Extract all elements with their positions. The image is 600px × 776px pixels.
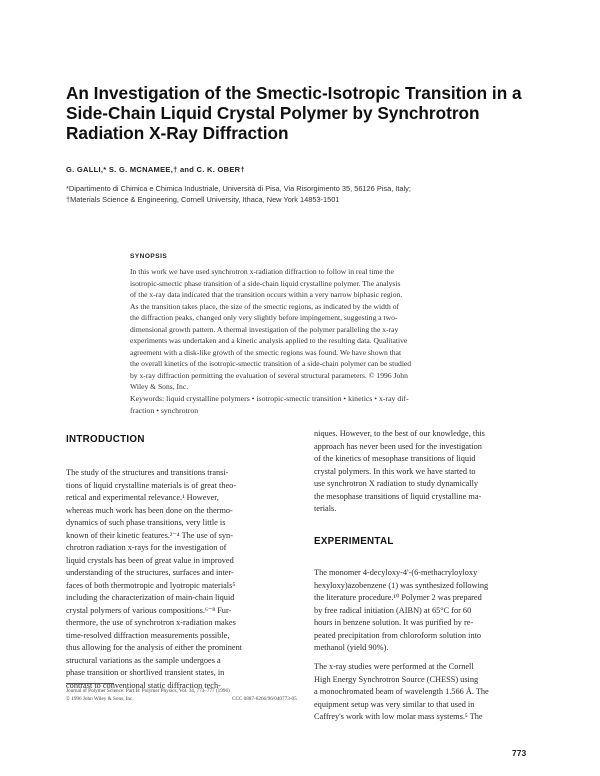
body-line: tions of liquid crystalline materials is of great theo- xyxy=(66,480,237,490)
page-number: 773 xyxy=(512,748,527,758)
body-line: equipment setup was very similar to that used in xyxy=(314,699,475,709)
body-line: structural variations as the sample undergoes a xyxy=(66,655,221,665)
experimental-heading: EXPERIMENTAL xyxy=(314,536,394,547)
body-line: crystal polymers. In this work we have started to xyxy=(314,466,476,476)
title-line: Radiation X-Ray Diffraction xyxy=(66,123,289,143)
abstract-line: In this work we have used synchrotron x-radiation diffraction to follow in real time the xyxy=(130,267,394,276)
introduction-body xyxy=(66,467,296,692)
body-line: understanding of the structures, surfaces and inter- xyxy=(66,568,234,577)
abstract xyxy=(130,266,520,393)
title-line: Side-Chain Liquid Crystal Polymer by Synchrotron xyxy=(66,103,480,123)
body-line: The monomer 4-decyloxy-4'-(6-methacryloyloxy xyxy=(314,568,478,577)
keywords-line: fraction • synchrotron xyxy=(130,405,199,415)
body-line: High Energy Synchrotron Source (CHESS) using xyxy=(314,674,479,684)
body-line: faces of both thermotropic and lyotropic materials⁵ xyxy=(66,580,236,590)
abstract-line: of the x-ray data indicated that the transition occurs within a very narrow biphasic region. xyxy=(130,290,403,299)
abstract-line: Wiley & Sons, Inc. xyxy=(130,382,189,391)
body-line: whereas much work has been done on the thermo- xyxy=(66,505,233,515)
body-line: niques. However, to the best of our knowledge, this xyxy=(314,429,485,438)
body-line: hexyloxy)azobenzene (1) was synthesized following xyxy=(314,580,489,590)
ccc-code: CCC 0887-6266/96/040773-05 xyxy=(232,696,297,702)
body-line: methanol (yield 90%). xyxy=(314,643,389,652)
body-line: dynamics of such phase transitions, very little is xyxy=(66,518,226,527)
keywords-line: Keywords: liquid crystalline polymers • isotropic-smectic transition • kinetics • x-ray dif- xyxy=(130,394,409,403)
body-line: contrast to conventional static diffraction tech- xyxy=(66,680,221,690)
journal-citation: Journal of Polymer Science: Part B: Polymer Physics, Vol. 34, 773–777 (1996) xyxy=(66,688,230,694)
body-line: the mesophase transitions of liquid crystalline ma- xyxy=(314,491,482,501)
body-line: known of their kinetic features.²⁻⁴ The use of syn- xyxy=(66,530,233,540)
body-line: crystal polymers of various compositions.⁶⁻⁸ Fur- xyxy=(66,605,232,615)
body-line: retical and experimental relevance.¹ However, xyxy=(66,493,219,502)
abstract-line: dimensional growth pattern. A thermal investigation of the polymer paralleling the x-ray xyxy=(130,324,399,334)
abstract-line: experiments was undertaken and a kinetic analysis applied to the resulting data. Qualitative xyxy=(130,336,408,345)
body-line: use synchrotron X radiation to study dynamically xyxy=(314,479,479,488)
copyright-line: © 1996 John Wiley & Sons, Inc. xyxy=(66,696,134,702)
body-line: phase transition or shortlived transient states, in xyxy=(66,668,225,677)
body-line: thermore, the use of synchrotron x-radiation makes xyxy=(66,618,236,627)
introduction-heading: INTRODUCTION xyxy=(66,434,145,445)
abstract-line: the diffraction peaks, changed only very slightly before impingement, suggesting a two- xyxy=(130,313,398,322)
introduction-continued xyxy=(314,428,539,516)
affiliation-pisa: *Dipartimento di Chimica e Chimica Industriale, Università di Pisa, Via Risorgimento 35, 56126 Pisa, Italy; xyxy=(66,184,411,193)
body-line: approach has never been used for the investigation xyxy=(314,441,482,451)
keywords xyxy=(130,393,520,416)
body-line: time-resolved diffraction measurements possible, xyxy=(66,630,230,640)
body-line: by free radical initiation (AIBN) at 65°C for 60 xyxy=(314,605,472,615)
abstract-line: isotropic-smectic phase transition of a side-chain liquid crystalline polymer. The analysis xyxy=(130,278,401,288)
body-line: The study of the structures and transitions transi- xyxy=(66,468,229,477)
affiliation-cornell: †Materials Science & Engineering, Cornell University, Ithaca, New York 14853-1501 xyxy=(66,195,340,204)
body-line: peated precipitation from chloroform solution into xyxy=(314,630,482,640)
body-line: hours in benzene solution. It was purified by re- xyxy=(314,618,474,627)
body-line: terials. xyxy=(314,504,337,513)
body-line: of the kinetics of mesophase transitions of liquid xyxy=(314,454,476,463)
body-line: a monochromated beam of wavelength 1.566 Å. The xyxy=(314,687,489,696)
abstract-line: agreement with a disk-like growth of the smectic regions was found. We have shown that xyxy=(130,347,402,357)
body-line: chrotron radiation x-rays for the investigation of xyxy=(66,543,227,552)
body-line: thus allowing for the analysis of either the prominent xyxy=(66,643,243,652)
synopsis-heading: SYNOPSIS xyxy=(130,253,168,260)
abstract-line: by x-ray diffraction permitting the evaluation of several structural parameters. © 1996 John xyxy=(130,370,408,380)
body-line: the literature procedure.¹⁰ Polymer 2 was prepared xyxy=(314,593,482,602)
author-list: G. GALLI,* S. G. MCNAMEE,† and C. K. OBER† xyxy=(66,165,245,174)
article-title xyxy=(66,83,536,143)
abstract-line: As the transition takes place, the size of the smectic regions, as indicated by the width of xyxy=(130,301,400,311)
body-line: liquid crystals has been of great value in improved xyxy=(66,555,234,565)
footnote-rule xyxy=(66,683,114,684)
experimental-body-2 xyxy=(314,661,539,724)
body-line: including the characterization of main-chain liquid xyxy=(66,593,235,602)
title-line: An Investigation of the Smectic-Isotropic Transition in a xyxy=(66,83,522,103)
abstract-line: the overall kinetics of the isotropic-smectic transition of a side-chain polymer can be studied xyxy=(130,359,412,368)
experimental-body xyxy=(314,567,539,655)
body-line: The x-ray studies were performed at the Cornell xyxy=(314,662,474,671)
body-line: Caffrey's work with low molar mass systems.⁵ The xyxy=(314,712,483,721)
